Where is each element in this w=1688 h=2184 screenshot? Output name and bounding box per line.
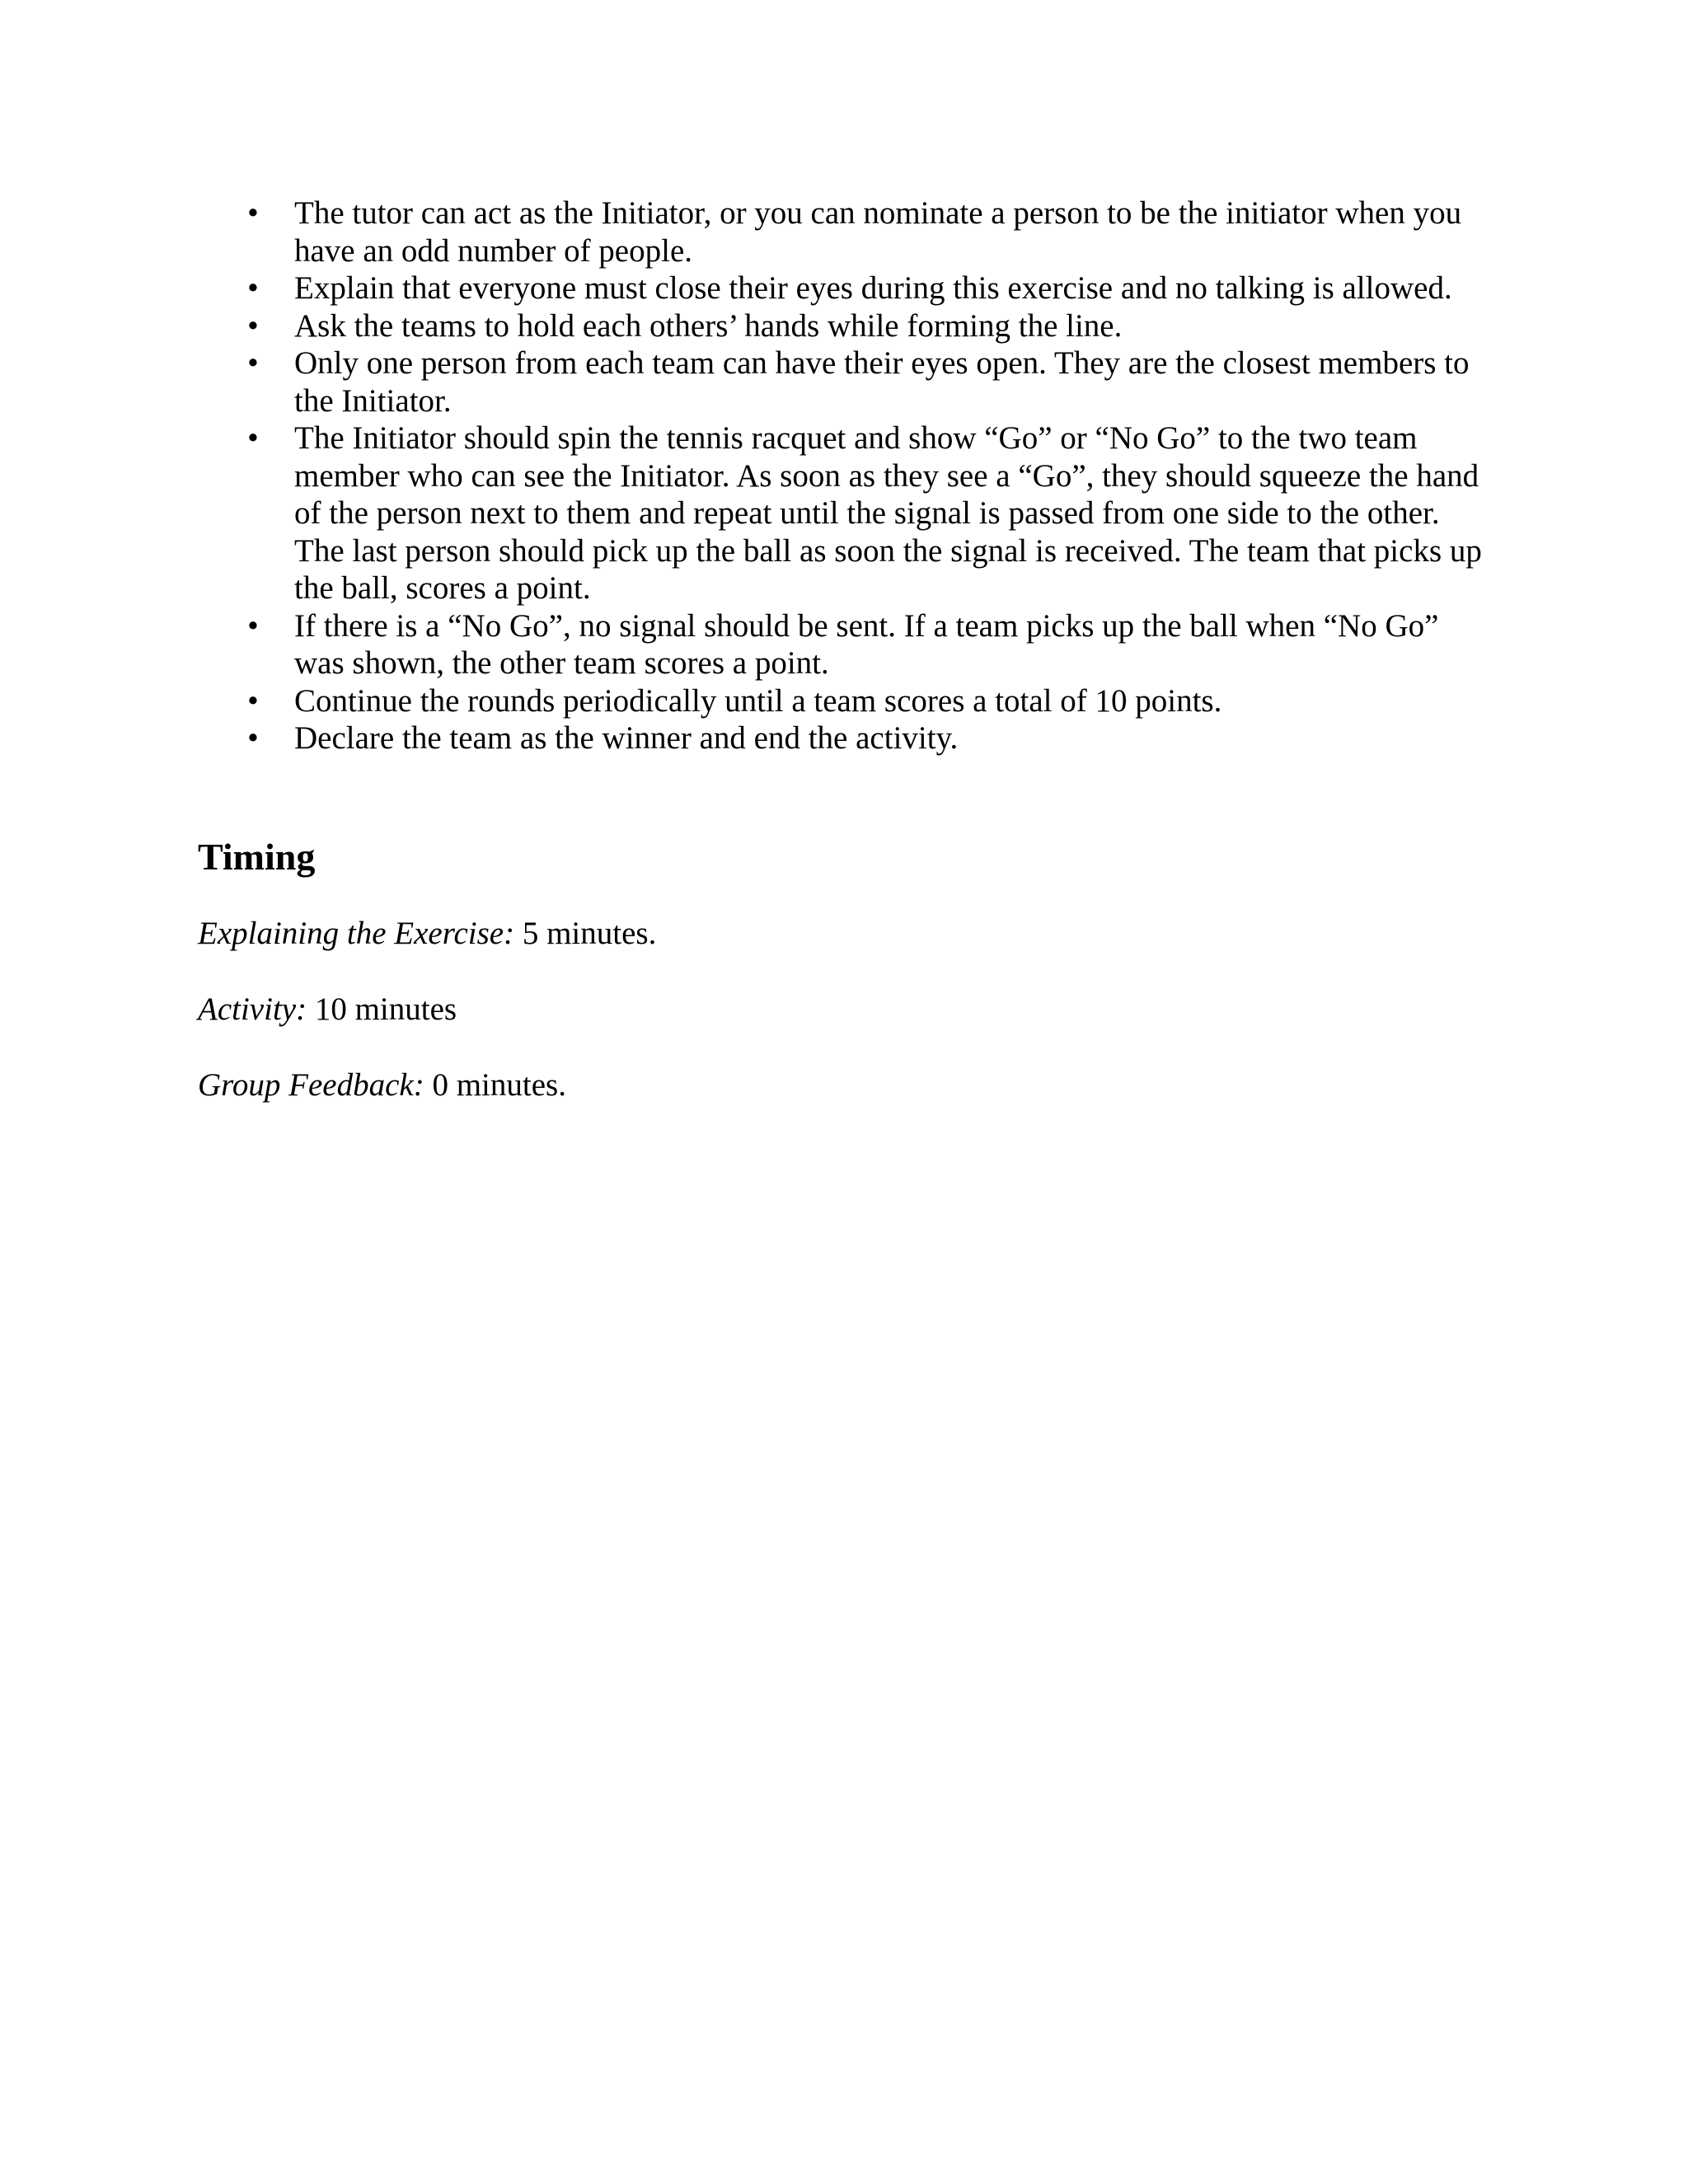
list-item-text: Declare the team as the winner and end the activity. bbox=[294, 720, 959, 756]
timing-activity bbox=[198, 989, 457, 1030]
timing-explaining bbox=[198, 913, 656, 954]
list-item-text: The tutor can act as the Initiator, or you can nominate a person to be the initiator when you have an odd number of people. bbox=[294, 195, 1462, 269]
list-item-text: Ask the teams to hold each others’ hands while forming the line. bbox=[294, 307, 1123, 344]
list-item-text: Only one person from each team can have their eyes open. They are the closest members to the Initiator. bbox=[294, 345, 1470, 419]
timing-feedback-value: 0 minutes. bbox=[424, 1067, 566, 1103]
list-item bbox=[198, 607, 1484, 682]
list-item bbox=[198, 719, 1484, 757]
bullet-icon: • bbox=[247, 607, 259, 644]
list-item bbox=[198, 682, 1484, 720]
timing-activity-label: Activity: bbox=[198, 991, 307, 1027]
timing-activity-value: 10 minutes bbox=[307, 991, 457, 1027]
list-item bbox=[198, 344, 1484, 419]
timing-explaining-label: Explaining the Exercise: bbox=[198, 916, 515, 951]
list-item-text: Explain that everyone must close their eyes during this exercise and no talking is allowed. bbox=[294, 270, 1452, 306]
bullet-icon: • bbox=[247, 270, 259, 306]
timing-feedback-label: Group Feedback: bbox=[198, 1067, 424, 1103]
bullet-icon: • bbox=[247, 420, 259, 456]
bullet-icon: • bbox=[247, 195, 259, 231]
list-item bbox=[198, 307, 1484, 345]
list-item bbox=[198, 269, 1484, 307]
list-item-text: The Initiator should spin the tennis racquet and show “Go” or “No Go” to the two team member who can see the Initiator. As soon as they see a “Go”, they should squeeze the hand of the person next to them and repeat until the signal is passed from one side to the other. The last person should pick up the ball as soon the signal is received. The team that picks up the ball, scores a point. bbox=[294, 420, 1482, 606]
list-item-text: If there is a “No Go”, no signal should be sent. If a team picks up the ball when “No Go” was shown, the other team scores a point. bbox=[294, 607, 1439, 681]
bullet-icon: • bbox=[247, 682, 259, 719]
timing-heading: Timing bbox=[198, 836, 316, 878]
instructions-list bbox=[198, 194, 1484, 757]
bullet-icon: • bbox=[247, 720, 259, 756]
timing-explaining-value: 5 minutes. bbox=[514, 916, 657, 951]
bullet-icon: • bbox=[247, 307, 259, 344]
list-item-text: Continue the rounds periodically until a team scores a total of 10 points. bbox=[294, 682, 1222, 719]
bullet-icon: • bbox=[247, 345, 259, 381]
list-item bbox=[198, 419, 1484, 607]
list-item bbox=[198, 194, 1484, 269]
timing-feedback bbox=[198, 1065, 566, 1106]
